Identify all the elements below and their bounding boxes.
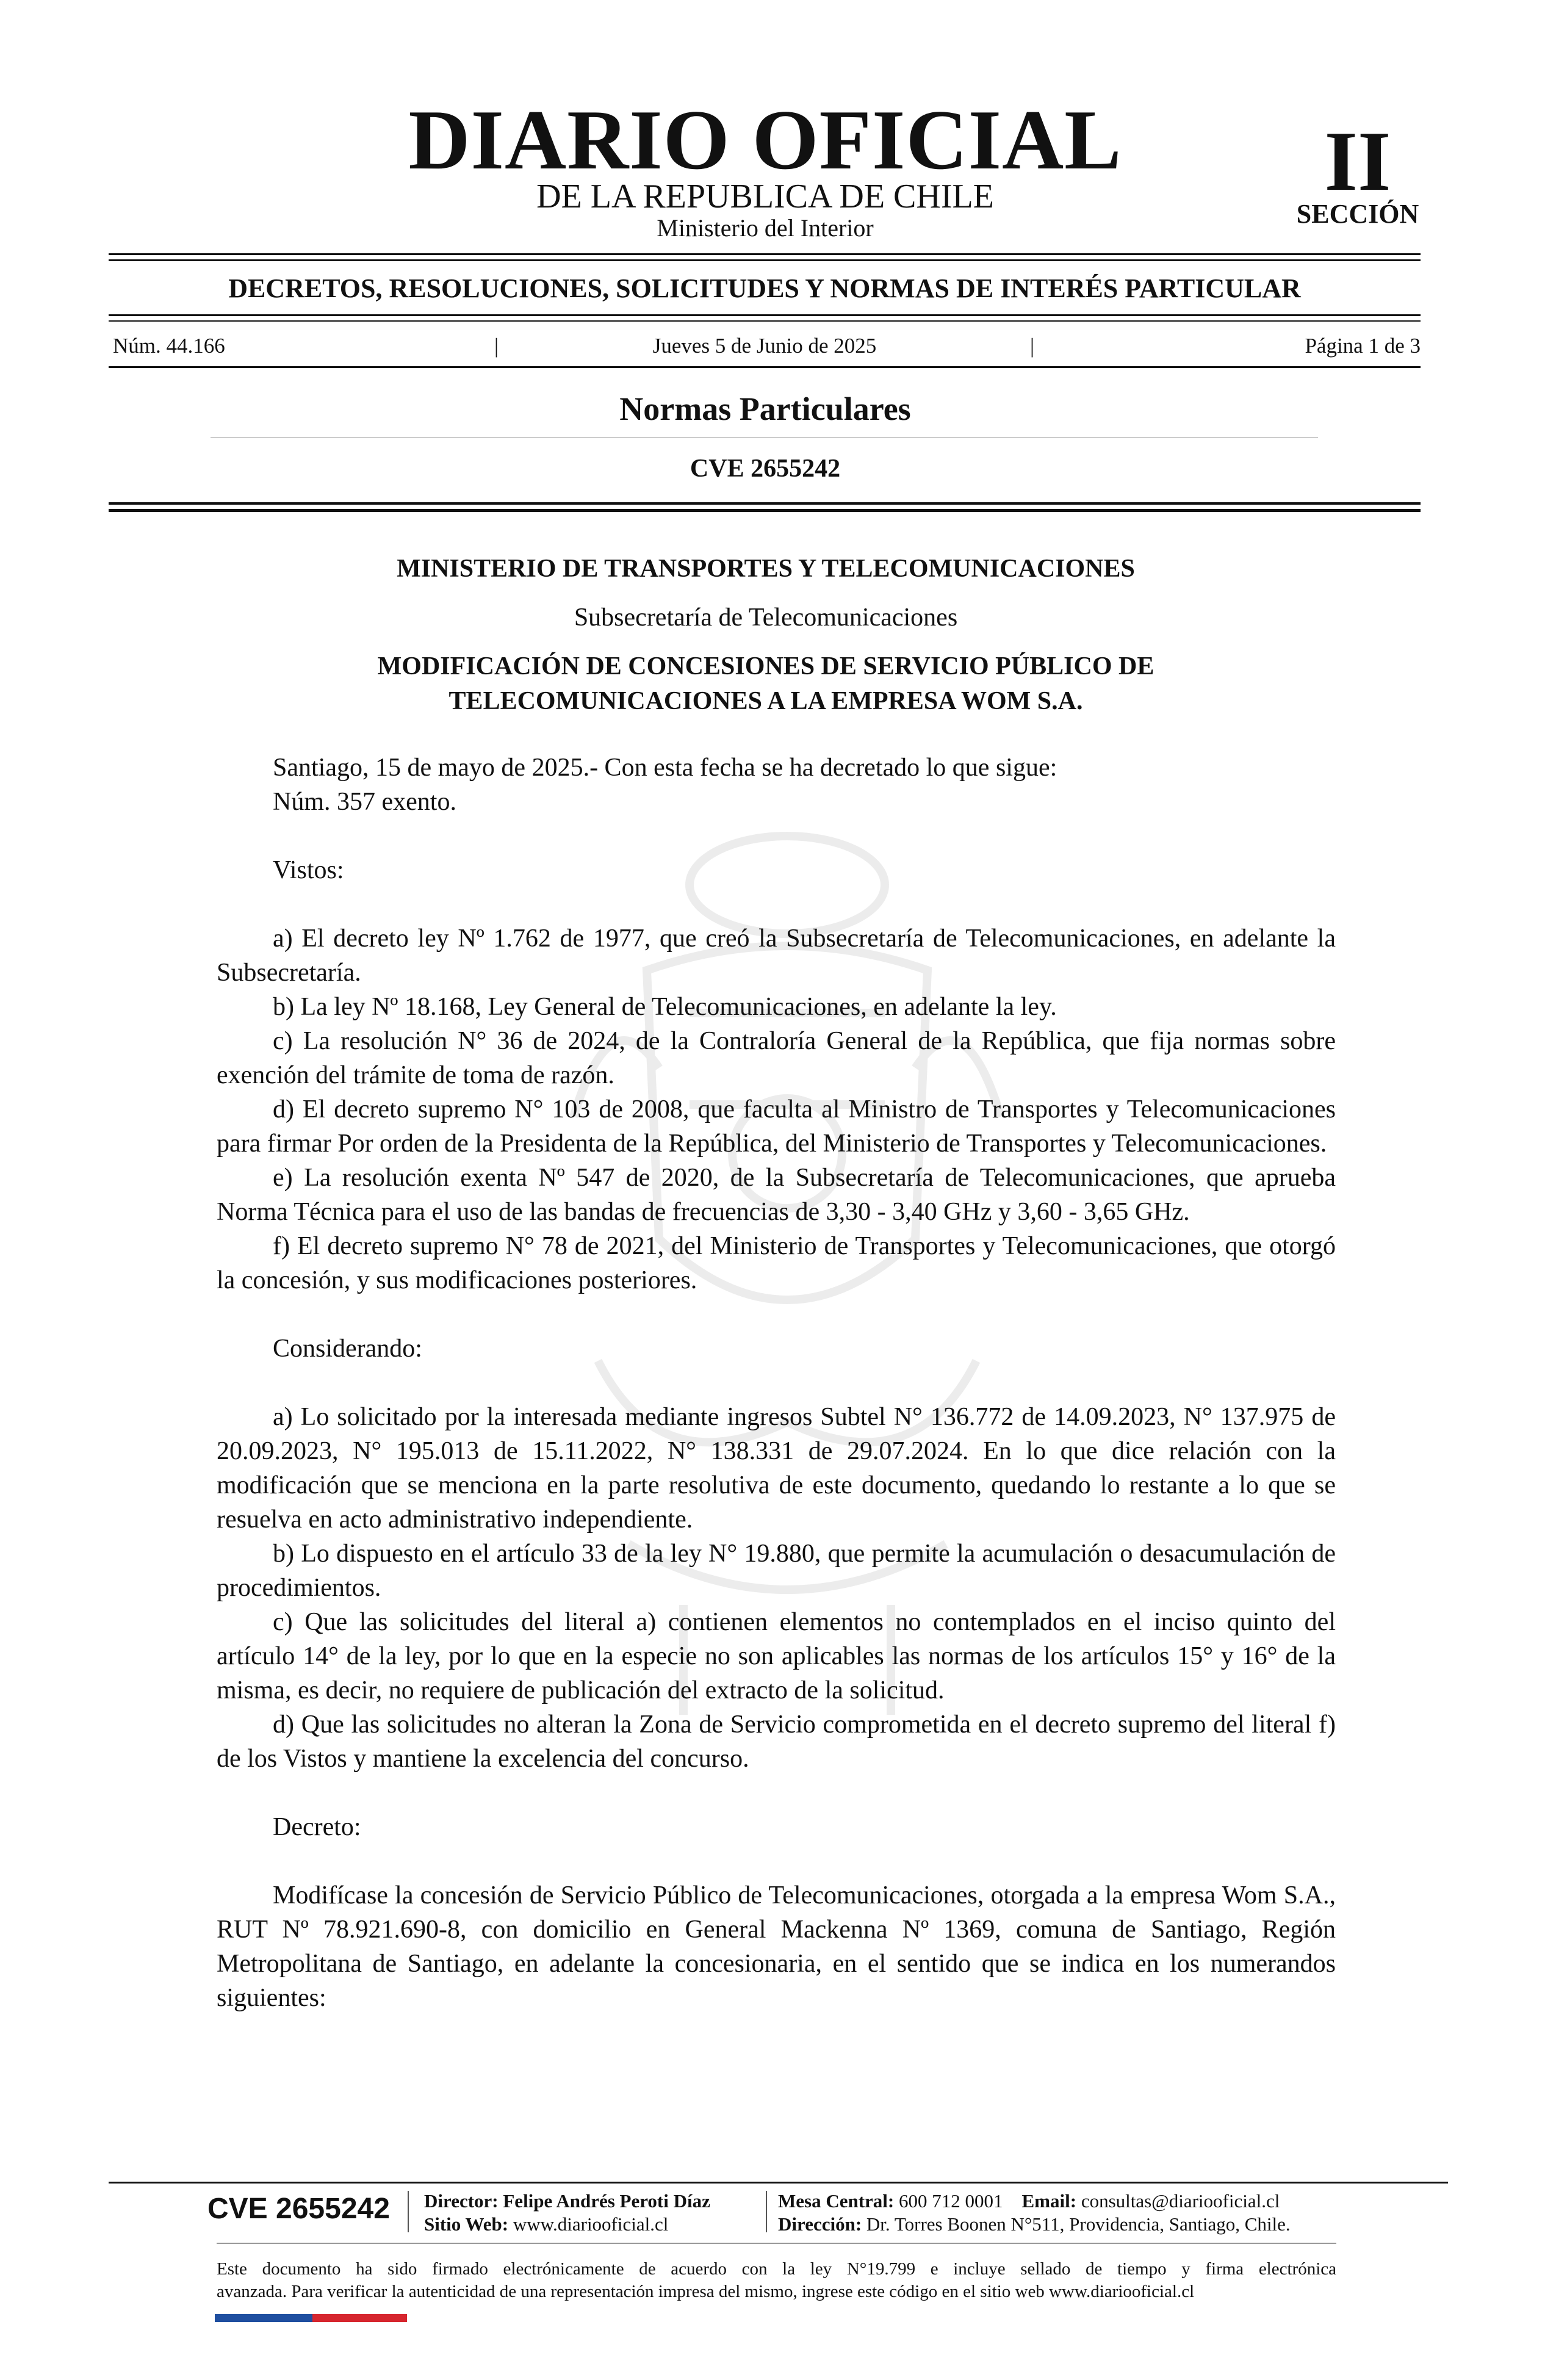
decreto-heading: Decreto: xyxy=(273,1813,361,1841)
document-body xyxy=(217,751,1336,2015)
flag-stripe-blue xyxy=(215,2314,312,2322)
page-indicator: Página 1 de 3 xyxy=(1305,334,1421,358)
director-label: Director: xyxy=(424,2190,499,2212)
legal-note-line2: avanzada. Para verificar la autenticidad de una representación impresa del mismo, ingrese este código en el sitio web www.diariooficial.cl xyxy=(217,2282,1195,2301)
web-link[interactable]: www.diariooficial.cl xyxy=(513,2213,669,2235)
web-label: Sitio Web: xyxy=(424,2213,509,2235)
considerando-item: b) Lo dispuesto en el artículo 33 de la ley N° 19.880, que permite la acumulación o desacumulación de procedimientos. xyxy=(217,1540,1336,1602)
considerando-item: c) Que las solicitudes del literal a) contienen elementos no contemplados en el inciso quinto del artículo 14° de la ley, por lo que en la especie no son aplicables las normas de los artículos 15° y 16° de la misma, es decir, no requiere de publicación del extracto de la solicitud. xyxy=(217,1608,1336,1704)
vistos-heading: Vistos: xyxy=(273,856,344,884)
footer-cve-code: CVE 2655242 xyxy=(207,2193,390,2225)
ministry-heading: MINISTERIO DE TRANSPORTES Y TELECOMUNICACIONES xyxy=(397,555,1135,583)
vistos-item: c) La resolución N° 36 de 2024, de la Contraloría General de la República, que fija normas sobre exención del trámite de toma de razón. xyxy=(217,1027,1336,1089)
meta-rule xyxy=(109,366,1421,368)
legal-note-line1: Este documento ha sido firmado electrónicamente de acuerdo con la ley N°19.799 e incluye sellado de tiempo y firma electrónica xyxy=(217,2259,1336,2279)
section-label: SECCIÓN xyxy=(1296,199,1419,229)
issue-date: Jueves 5 de Junio de 2025 xyxy=(652,334,877,358)
phone-number: 600 712 0001 xyxy=(899,2190,1003,2212)
header-rule-top xyxy=(109,253,1421,255)
cve-rule-2 xyxy=(109,509,1421,512)
cve-rule xyxy=(109,502,1421,505)
subsecretaria-heading: Subsecretaría de Telecomunicaciones xyxy=(574,604,958,632)
address-label: Dirección: xyxy=(778,2213,862,2235)
intro-paragraph: Santiago, 15 de mayo de 2025.- Con esta fecha se ha decretado lo que sigue: xyxy=(273,754,1057,782)
issue-number: Núm. 44.166 xyxy=(113,334,225,358)
masthead-ministry: Ministerio del Interior xyxy=(657,214,874,242)
considerando-heading: Considerando: xyxy=(273,1335,422,1363)
footer-divider-line xyxy=(217,2243,1336,2244)
header-rule-mid xyxy=(109,314,1421,316)
category-divider xyxy=(211,437,1318,438)
footer-rule xyxy=(109,2182,1448,2183)
vistos-item: e) La resolución exenta Nº 547 de 2020, de la Subsecretaría de Telecomunicaciones, que aprueba Norma Técnica para el uso de las bandas de frecuencias de 3,30 - 3,40 GHz y 3,60 - 3,65 GHz. xyxy=(217,1164,1336,1226)
considerando-item: a) Lo solicitado por la interesada mediante ingresos Subtel N° 136.772 de 14.09.2023, N° 137.975 de 20.09.2023, N° 195.013 de 15.11.2022, N° 138.331 de 29.07.2024. En lo que dice relación con la modificación que se menciona en la parte resolutiva de este documento, quedando lo restante a lo que se resuelva en acto administrativo independiente. xyxy=(217,1403,1336,1534)
email-link[interactable]: consultas@diariooficial.cl xyxy=(1081,2190,1280,2212)
document-title-line1: MODIFICACIÓN DE CONCESIONES DE SERVICIO PÚBLICO DE xyxy=(377,652,1154,680)
flag-stripe-red xyxy=(312,2314,407,2322)
footer-divider xyxy=(408,2191,409,2232)
footer-director-block xyxy=(424,2190,710,2236)
footer-contact-block xyxy=(778,2190,1291,2236)
address-text: Dr. Torres Boonen N°511, Providencia, Santiago, Chile. xyxy=(866,2213,1291,2235)
decree-number: Núm. 357 exento. xyxy=(273,788,456,816)
header-rule-top-2 xyxy=(109,259,1421,261)
vistos-item: a) El decreto ley Nº 1.762 de 1977, que creó la Subsecretaría de Telecomunicaciones, en adelante la Subsecretaría. xyxy=(217,925,1336,987)
masthead-title: DIARIO OFICIAL xyxy=(408,93,1122,187)
vistos-item: d) El decreto supremo N° 103 de 2008, que faculta al Ministro de Transportes y Telecomunicaciones para firmar Por orden de la Presidenta de la República, del Ministerio de Transportes y Telecomunicaciones. xyxy=(217,1095,1336,1158)
document-title-line2: TELECOMUNICACIONES A LA EMPRESA WOM S.A. xyxy=(448,687,1083,715)
header-rule-mid-2 xyxy=(109,320,1421,322)
email-label: Email: xyxy=(1021,2190,1077,2212)
phone-label: Mesa Central: xyxy=(778,2190,895,2212)
meta-separator: | xyxy=(494,334,499,358)
decreto-paragraph: Modifícase la concesión de Servicio Público de Telecomunicaciones, otorgada a la empresa Wom S.A., RUT Nº 78.921.690-8, con domicilio en General Mackenna Nº 1369, comuna de Santiago, Región Metropolitana de Santiago, en adelante la concesionaria, en el sentido que se indica en los numerandos siguientes: xyxy=(217,1881,1336,2012)
section-numeral: II xyxy=(1324,114,1391,209)
cve-code: CVE 2655242 xyxy=(690,455,841,483)
section-band: DECRETOS, RESOLUCIONES, SOLICITUDES Y NORMAS DE INTERÉS PARTICULAR xyxy=(228,273,1301,303)
footer-legal-note xyxy=(217,2258,1336,2303)
director-name: Felipe Andrés Peroti Díaz xyxy=(503,2190,710,2212)
vistos-item: b) La ley Nº 18.168, Ley General de Telecomunicaciones, en adelante la ley. xyxy=(273,993,1057,1021)
vistos-item: f) El decreto supremo N° 78 de 2021, del Ministerio de Transportes y Telecomunicaciones, que otorgó la concesión, y sus modificaciones posteriores. xyxy=(217,1232,1336,1294)
category-heading: Normas Particulares xyxy=(619,391,911,427)
considerando-item: d) Que las solicitudes no alteran la Zona de Servicio comprometida en el decreto supremo del literal f) de los Vistos y mantiene la excelencia del concurso. xyxy=(217,1711,1336,1773)
meta-separator: | xyxy=(1030,334,1035,358)
footer-divider xyxy=(766,2191,767,2232)
masthead-subtitle: DE LA REPUBLICA DE CHILE xyxy=(536,178,994,215)
